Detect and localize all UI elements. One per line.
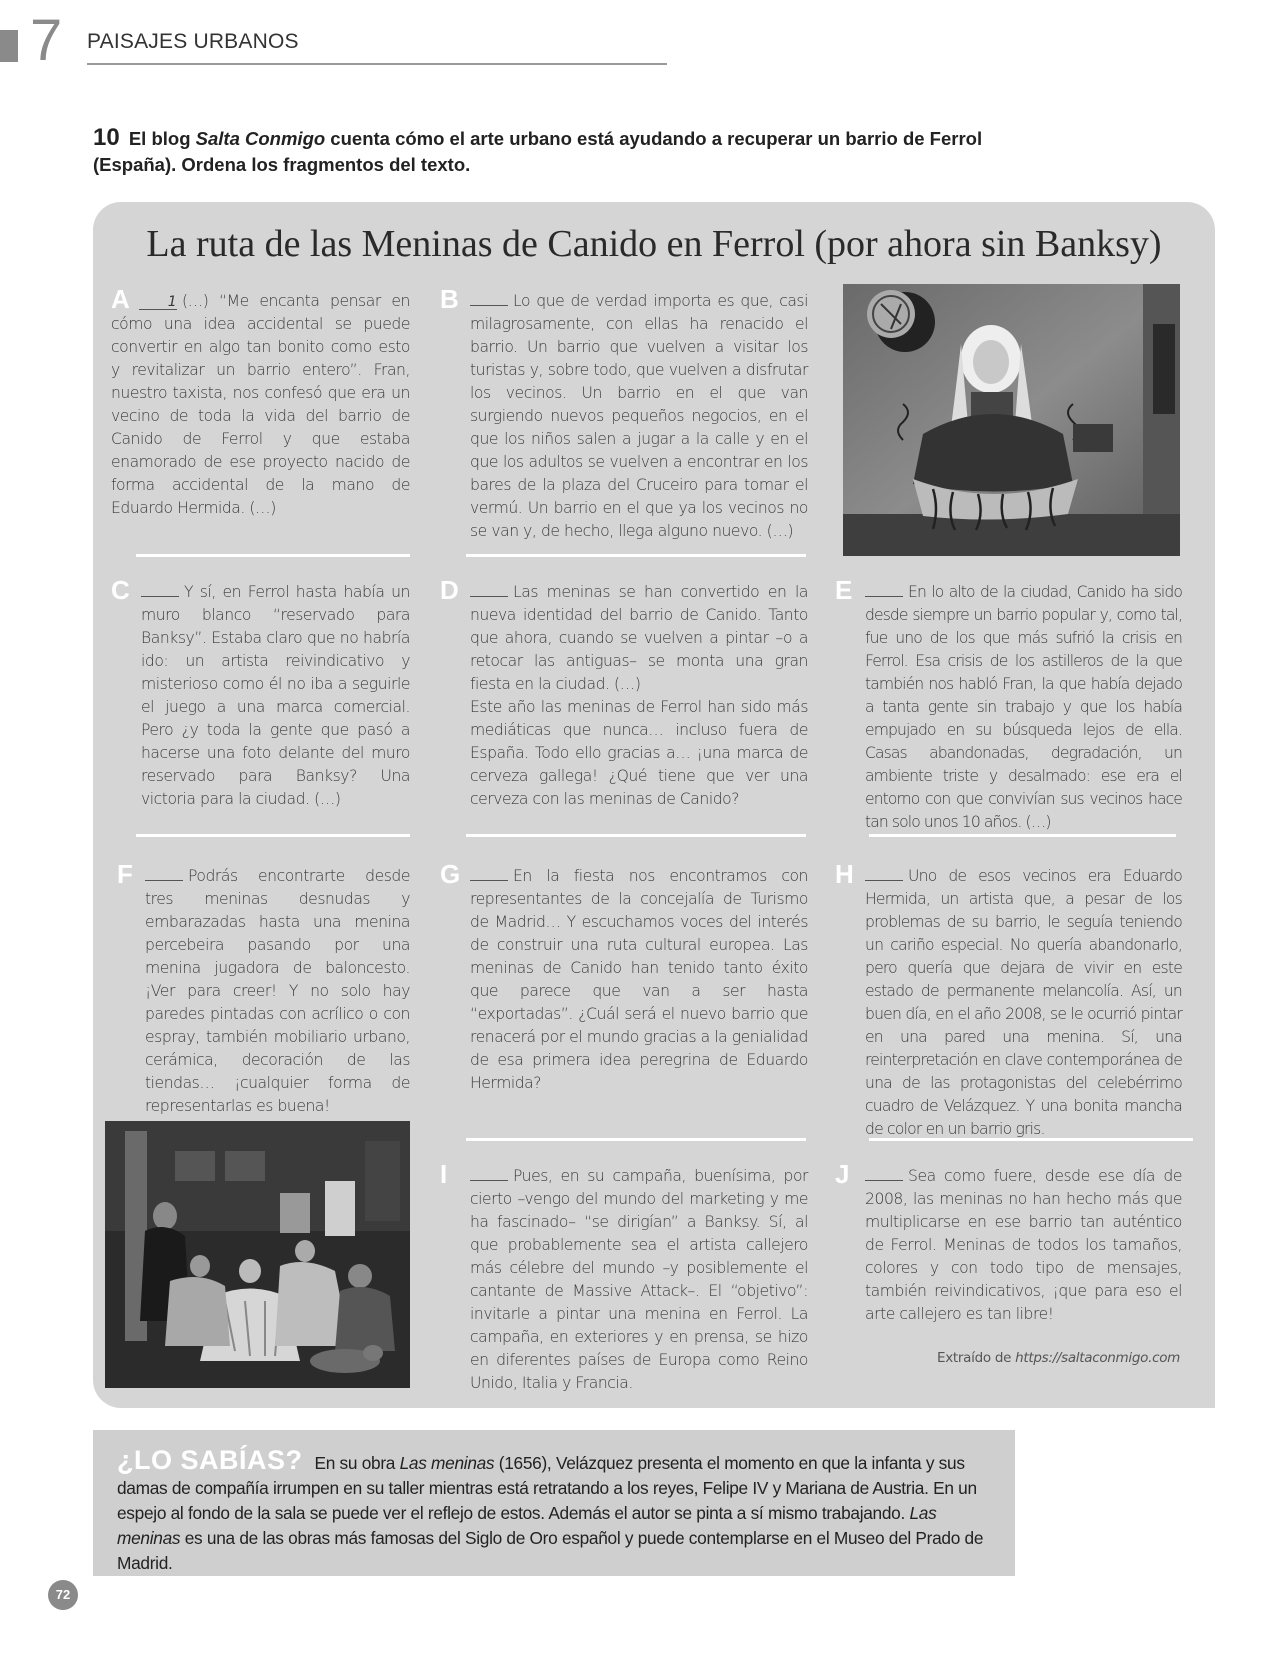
menina-mural-photo (843, 284, 1180, 556)
answer-blank[interactable] (470, 1166, 508, 1181)
fragment-letter: F (117, 859, 133, 889)
fragment-j (835, 1159, 1182, 1326)
fragment-text: Sea como fuere, desde ese día de 2008, las meninas no han hecho más que multiplicarse en ese barrio tan auténtico de Ferrol. Meninas de todos los tamaños, colores y con todo tipo de mensajes, también reivindicativos, ¡que para eso el arte callejero es tan libre! (865, 1167, 1182, 1323)
answer-blank[interactable] (865, 582, 903, 597)
dyk-text-part: En su obra (314, 1453, 400, 1473)
fragment-text: Y sí, en Ferrol hasta había un muro blanco “reservado para Banksy”. Estaba claro que no habría ido: un artista reivindicativo y misterioso como él no iba a seguirle el juego a una marca comercial. Pero ¿y toda la gente que pasó a hacerse una foto delante del muro reservado para Banksy? Una victoria para la ciudad. (…) (141, 583, 410, 808)
did-you-know-text (117, 1445, 992, 1576)
fragment-text: Las meninas se han convertido en la nueva identidad del barrio de Canido. Tanto que ahora, cuando se vuelven a pintar –o a retocar las antiguas– se monta una gran fiesta en la ciudad. (…) (470, 583, 808, 693)
answer-blank[interactable] (470, 866, 508, 881)
page-number: 72 (48, 1580, 78, 1610)
divider (136, 554, 410, 557)
fragment-letter: G (440, 859, 460, 889)
fragment-h (835, 859, 1182, 1141)
fragment-text: Podrás encontrarte desde tres meninas desnudas y embarazadas hasta una menina percebeira pasando por una menina jugadora de baloncesto. ¡Ver para creer! Y no solo hay paredes pintadas con acrílico o con espray, también mobiliario urbano, cerámica, decoración de las tiendas… ¡cualquier forma de representarlas es buena! (145, 867, 410, 1115)
divider (869, 834, 1176, 837)
divider (466, 554, 806, 557)
exercise-instruction (93, 125, 1033, 178)
answer-blank[interactable]: 1 (139, 295, 177, 310)
source-prefix: Extraído de (937, 1350, 1016, 1366)
fragment-i (440, 1159, 808, 1395)
fragment-letter: D (440, 575, 459, 605)
fragment-letter: J (835, 1159, 850, 1189)
las-meninas-painting (105, 1121, 410, 1388)
answer-blank[interactable] (141, 582, 179, 597)
fragment-letter: C (111, 575, 130, 605)
divider (869, 1138, 1193, 1141)
artwork-title: Las meninas (399, 1453, 495, 1473)
answer-blank[interactable] (470, 291, 508, 306)
answer-blank[interactable] (865, 866, 903, 881)
fragment-text: Uno de esos vecinos era Eduardo Hermida, un artista que, a pesar de los problemas de su barrio, le seguía teniendo un cariño especial. No quería abandonarlo, pero quería que dejara de vivir en este estado de permanente melancolía. Así, un buen día, en el año 2008, se le ocurrió pintar en una pared una menina. Sí, una reinterpretación en clave contemporánea de una de las protagonistas del celebérrimo cuadro de Velázquez. Y una bonita mancha de color en un barrio gris. (865, 867, 1182, 1138)
fragment-letter: A (111, 284, 130, 314)
fragment-text: Lo que de verdad importa es que, casi milagrosamente, con ellas ha renacido el barrio. Un barrio que vuelven a visitar los turistas y, sobre todo, que vuelven a disfrutar los vecinos. Un barrio en el que van surgiendo nuevos pequeños negocios, en el que los niños salen a jugar a la calle y en el que los adultos se vuelven a encontrar en los bares de la plaza del Cruceiro para tomar el vermú. Un barrio en el que ya los vecinos no se van y, de hecho, llega alguno nuevo. (…) (470, 292, 808, 540)
fragment-a (111, 284, 410, 520)
dyk-text-part: es una de las obras más famosas del Siglo de Oro español y puede contemplarse en el Museo del Prado de Madrid. (117, 1528, 984, 1573)
exercise-text: El blog (123, 128, 196, 149)
article-title: La ruta de las Meninas de Canido en Ferrol (por ahora sin Banksy) (146, 223, 1162, 265)
fragment-text: En lo alto de la ciudad, Canido ha sido desde siempre un barrio popular y, como tal, fue uno de los que más sufrió la crisis en Ferrol. Esa crisis de los astilleros de la que también nos habló Fran, la que había dejado a tanta gente sin trabajo y que los había empujado en su búsqueda lejos de ella. Casas abandonadas, degradación, un ambiente triste y desalmado: ese era el entorno con que convivían sus vecinos hace tan solo unos 10 años. (…) (865, 583, 1182, 831)
divider (466, 1138, 806, 1141)
fragment-text: En la fiesta nos encontramos con representantes de la concejalía de Turismo de Madrid… Y escuchamos voces del interés de construir una ruta cultural europea. Las meninas de Canido han tenido tanto éxito que parece que van a ser hasta “exportadas”. ¿Cuál será el nuevo barrio que renacerá por el mundo gracias a la genialidad de esa primera idea peregrina de Eduardo Hermida? (470, 867, 808, 1092)
source-url[interactable]: https://saltaconmigo.com (1015, 1350, 1180, 1366)
fragment-letter: E (835, 575, 852, 605)
answer-blank[interactable] (470, 582, 508, 597)
fragment-f (117, 859, 410, 1118)
header-rule (87, 63, 667, 65)
blog-name: Salta Conmigo (195, 128, 326, 149)
fragment-d (440, 575, 808, 811)
dyk-text-part: (1656), Velázquez presenta el momento en que la infanta y sus damas de compañía irrumpen en su taller mientras está retratando a los reyes, Felipe IV y Mariana de Austria. En un espejo al fondo de la sala se puede ver el reflejo de estos. Además el autor se pinta a sí mismo trabajando. (117, 1453, 977, 1523)
chapter-number: 7 (30, 8, 63, 73)
fragment-g (440, 859, 808, 1095)
divider (136, 834, 410, 837)
chapter-tab-marker (0, 30, 18, 62)
fragment-e (835, 575, 1182, 834)
chapter-title: PAISAJES URBANOS (87, 30, 299, 53)
did-you-know-title: ¿LO SABÍAS? (117, 1445, 303, 1475)
fragment-letter: B (440, 284, 459, 314)
fragment-c (111, 575, 410, 811)
fragment-text: Este año las meninas de Ferrol han sido más mediáticas que nunca… incluso fuera de España. Todo ello gracias a… ¡una marca de cerveza gallega! ¿Qué tiene que ver una cerveza con las meninas de Canido? (470, 698, 808, 808)
exercise-number: 10 (93, 124, 120, 151)
answer-blank[interactable] (865, 1166, 903, 1181)
article-source (860, 1350, 1180, 1366)
fragment-text: Pues, en su campaña, buenísima, por cierto –vengo del mundo del marketing y me ha fascinado– “se dirigían” a Banksy. Sí, al que probablemente sea el artista callejero más célebre del mundo –y posiblemente el cantante de Massive Attack–. El “objetivo”: invitarle a pintar una menina en Ferrol. La campaña, en exteriores y en prensa, se hizo en diferentes países de Europa como Reino Unido, Italia y Francia. (470, 1167, 808, 1392)
divider (466, 834, 806, 837)
fragment-letter: H (835, 859, 853, 889)
fragment-text: (…) “Me encanta pensar en cómo una idea accidental se puede convertir en algo tan bonito como esto y revitalizar un barrio entero”. Fran, nuestro taxista, nos confesó que era un vecino de toda la vida del barrio de Canido de Ferrol y que estaba enamorado de ese proyecto nacido de forma accidental de la mano de Eduardo Hermida. (…) (111, 292, 410, 517)
artwork-title: Las meninas (117, 1503, 937, 1548)
answer-blank[interactable] (145, 866, 183, 881)
fragment-b (440, 284, 808, 543)
exercise-text: cuenta cómo el arte urbano está ayudando a recuperar un barrio de Ferrol (España). Ordena los fragmentos del texto. (93, 128, 983, 175)
fragment-letter: I (440, 1159, 447, 1189)
